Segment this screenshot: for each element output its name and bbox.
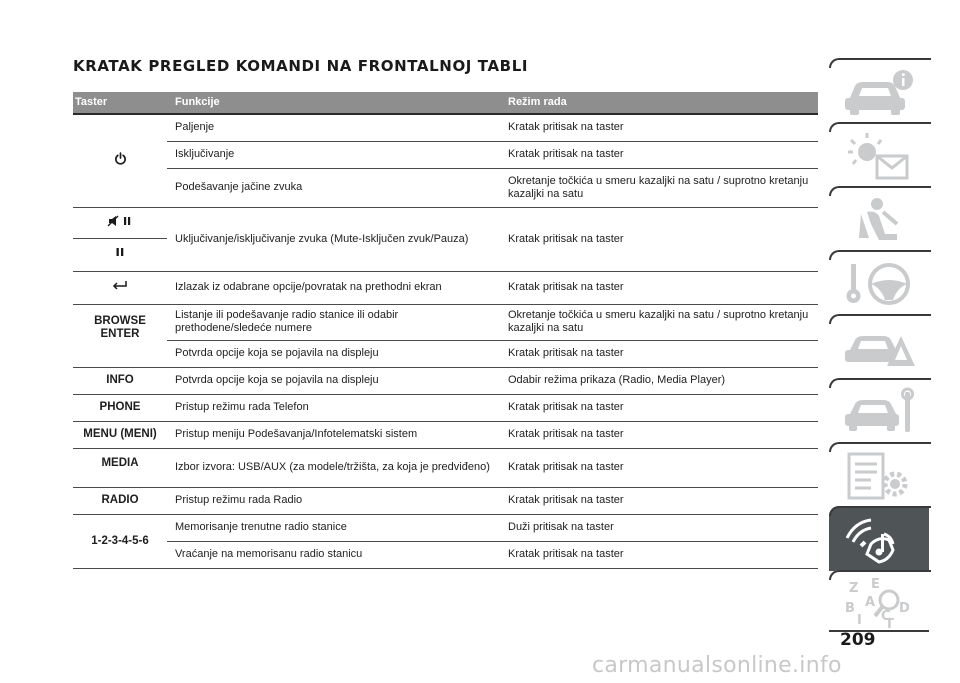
alphabetical-index-icon — [841, 578, 921, 630]
function-cell: Izbor izvora: USB/AUX (za modele/tržišta, za koja je predviđeno) — [167, 448, 504, 487]
mode-cell: Kratak pritisak na taster — [504, 340, 818, 367]
tab-emergency[interactable] — [829, 314, 929, 379]
car-maintenance-icon — [841, 386, 921, 438]
mode-cell: Kratak pritisak na taster — [504, 394, 818, 421]
header-function: Funkcije — [167, 92, 504, 114]
mode-cell: Kratak pritisak na taster — [504, 487, 818, 514]
tab-starting-driving[interactable] — [829, 250, 929, 315]
mode-cell: Okretanje točkića u smeru kazaljki na satu / suprotno kretanju kazaljki na satu — [504, 168, 818, 207]
function-cell: Vraćanje na memorisanu radio stanicu — [167, 541, 504, 568]
page-title: KRATAK PREGLED KOMANDI NA FRONTALNOJ TABLI — [73, 57, 529, 75]
svg-text:A: A — [865, 595, 876, 610]
function-cell: Memorisanje trenutne radio stanice — [167, 514, 504, 541]
key-label: MENU (MENI) — [73, 421, 167, 448]
table-row — [73, 448, 818, 487]
table-row — [73, 271, 818, 304]
watermark: carmanualsonline.info — [592, 653, 842, 678]
seat-airbag-icon — [841, 194, 921, 246]
key-label: 1-2-3-4-5-6 — [73, 514, 167, 568]
svg-text:I: I — [857, 613, 862, 628]
svg-text:D: D — [899, 601, 910, 616]
header-key: Taster — [73, 92, 167, 114]
function-cell: Paljenje — [167, 114, 504, 141]
power-icon — [114, 152, 127, 169]
svg-text:Z: Z — [849, 581, 859, 596]
mode-cell: Kratak pritisak na taster — [504, 207, 818, 271]
commands-table — [73, 92, 818, 569]
page-number: 209 — [840, 630, 876, 650]
key-cell — [73, 238, 167, 271]
tab-technical-data[interactable] — [829, 442, 929, 507]
svg-text:E: E — [871, 578, 880, 592]
key-label: MEDIA — [73, 448, 167, 487]
key-cell — [73, 271, 167, 304]
table-row — [73, 487, 818, 514]
car-info-icon — [841, 66, 921, 118]
mode-cell: Odabir režima prikaza (Radio, Media Player) — [504, 367, 818, 394]
tab-warning-lights[interactable] — [829, 122, 929, 187]
tab-multimedia[interactable] — [829, 506, 929, 571]
tab-safety[interactable] — [829, 186, 929, 251]
table-row — [73, 541, 818, 568]
pause-icon — [115, 247, 125, 261]
key-label: PHONE — [73, 394, 167, 421]
tab-maintenance[interactable] — [829, 378, 929, 443]
table-row — [73, 114, 818, 141]
key-label: BROWSE ENTER — [94, 314, 146, 340]
mode-cell: Kratak pritisak na taster — [504, 141, 818, 168]
function-cell: Potvrda opcije koja se pojavila na displeju — [167, 367, 504, 394]
function-cell: Izlazak iz odabrane opcije/povratak na prethodni ekran — [167, 271, 504, 304]
function-cell: Pristup meniju Podešavanja/Infotelematski sistem — [167, 421, 504, 448]
tab-car-info[interactable] — [829, 58, 929, 123]
warning-lights-icon — [841, 130, 921, 182]
svg-text:T: T — [885, 617, 894, 630]
key-cell — [73, 304, 167, 367]
header-mode: Režim rada — [504, 92, 818, 114]
table-row — [73, 367, 818, 394]
mode-cell: Okretanje točkića u smeru kazaljki na satu / suprotno kretanju kazaljki na satu — [504, 304, 818, 340]
mode-cell: Kratak pritisak na taster — [504, 114, 818, 141]
table-row — [73, 340, 818, 367]
svg-text:C: C — [881, 609, 891, 624]
table-row — [73, 168, 818, 207]
mute-pause-icon — [107, 215, 133, 231]
function-cell: Uključivanje/isključivanje zvuka (Mute-Isključen zvuk/Pauza) — [167, 207, 504, 271]
function-cell: Pristup režimu rada Radio — [167, 487, 504, 514]
svg-text:B: B — [845, 601, 855, 616]
table-row — [73, 207, 818, 238]
table-row — [73, 304, 818, 340]
table-row — [73, 514, 818, 541]
mode-cell: Kratak pritisak na taster — [504, 421, 818, 448]
key-label: INFO — [73, 367, 167, 394]
tab-index[interactable] — [829, 570, 929, 632]
function-cell: Podešavanje jačine zvuka — [167, 168, 504, 207]
key-cell — [73, 207, 167, 238]
mode-cell: Duži pritisak na taster — [504, 514, 818, 541]
steering-key-icon — [841, 258, 921, 310]
back-icon — [112, 280, 128, 294]
table-row — [73, 141, 818, 168]
car-breakdown-icon — [841, 322, 921, 374]
table-header-row — [73, 92, 818, 114]
key-cell — [73, 114, 167, 207]
specs-gear-icon — [841, 450, 921, 502]
function-cell: Pristup režimu rada Telefon — [167, 394, 504, 421]
function-cell: Isključivanje — [167, 141, 504, 168]
key-label: RADIO — [73, 487, 167, 514]
mode-cell: Kratak pritisak na taster — [504, 448, 818, 487]
table-row — [73, 394, 818, 421]
table-row — [73, 421, 818, 448]
multimedia-icon — [841, 514, 921, 566]
mode-cell: Kratak pritisak na taster — [504, 271, 818, 304]
mode-cell: Kratak pritisak na taster — [504, 541, 818, 568]
function-cell: Listanje ili podešavanje radio stanice ili odabir prethodene/sledeće numere — [167, 304, 504, 340]
function-cell: Potvrda opcije koja se pojavila na displeju — [167, 340, 504, 367]
